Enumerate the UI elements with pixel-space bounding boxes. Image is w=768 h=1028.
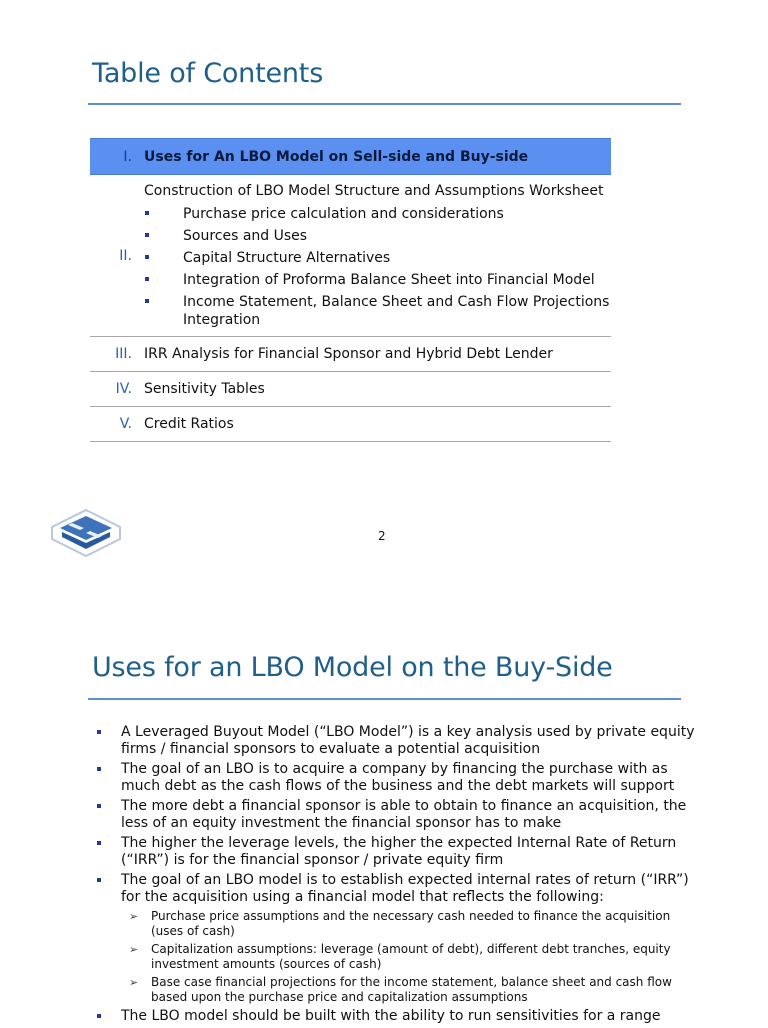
toc-sub-item [144,227,611,245]
toc-number: I. [123,148,132,165]
square-bullet-icon [97,730,101,734]
title-rule [88,103,681,105]
toc-entry: Uses for An LBO Model on Sell-side and Buy-side [144,148,529,165]
sub-bullet-text: Capitalization assumptions: leverage (amount of debt), different debt tranches, equity investment amounts (sources of cash) [151,942,671,971]
buy-side-title: Uses for an LBO Model on the Buy-Side [92,652,613,683]
square-bullet-icon [145,255,149,259]
square-bullet-icon [97,804,101,808]
bullet-text: A Leveraged Buyout Model (“LBO Model”) is a key analysis used by private equity firms / financial sponsors to evaluate a potential acquisition [121,724,695,757]
square-bullet-icon [97,767,101,771]
toc-sub-item [144,249,611,267]
toc-row-4[interactable] [90,372,611,407]
toc-number: III. [115,346,132,362]
arrow-bullet-icon: ➢ [129,910,139,923]
toc-sub-item [144,205,611,223]
toc-entry: Sensitivity Tables [144,381,265,397]
square-bullet-icon [97,878,101,882]
sub-bullet-list [121,909,695,1005]
sub-bullet-item [121,975,695,1005]
bullet-item [95,872,695,1005]
toc-row-3[interactable] [90,337,611,372]
toc-number: IV. [115,381,132,397]
arrow-bullet-icon: ➢ [129,976,139,989]
square-bullet-icon [145,211,149,215]
bullet-text: The goal of an LBO model is to establish expected internal rates of return (“IRR”) for the acquisition using a financial model that reflects the following: [121,872,689,905]
toc-entry: IRR Analysis for Financial Sponsor and Hybrid Debt Lender [144,346,553,362]
bullet-item [95,798,695,832]
toc-table [90,138,611,442]
square-bullet-icon [97,1014,101,1018]
bullet-item [95,724,695,758]
title-rule [88,698,681,700]
toc-sub-text: Income Statement, Balance Sheet and Cash Flow Projections Integration [183,294,610,328]
toc-sub-text: Integration of Proforma Balance Sheet into Financial Model [183,272,595,288]
sub-bullet-text: Purchase price assumptions and the necessary cash needed to finance the acquisition (uses of cash) [151,909,671,938]
square-bullet-icon [145,299,149,303]
bullet-item [95,835,695,869]
bullet-text: The goal of an LBO is to acquire a company by financing the purchase with as much debt as the cash flows of the business and the debt markets will support [121,761,675,794]
bullet-text: The more debt a financial sponsor is able to obtain to finance an acquisition, the less of an equity investment the financial sponsor has to make [121,798,687,831]
buy-side-bullets [95,724,695,1028]
toc-sub-item [144,293,611,329]
toc-number: II. [119,248,132,264]
toc-row-2[interactable] [90,175,611,337]
page-number: 2 [378,529,386,543]
bullet-text: The higher the leverage levels, the higher the expected Internal Rate of Return (“IRR”) is for the financial sponsor / private equity firm [121,835,677,868]
sub-bullet-text: Base case financial projections for the income statement, balance sheet and cash flow based upon the purchase price and capitalization assumptions [151,975,672,1004]
bullet-item [95,1008,695,1025]
toc-entry: Credit Ratios [144,416,234,432]
toc-entry: Construction of LBO Model Structure and Assumptions Worksheet [144,183,604,199]
bullet-item [95,761,695,795]
toc-number: V. [119,416,132,432]
sub-bullet-item [121,942,695,972]
toc-sub-item [144,271,611,289]
arrow-bullet-icon: ➢ [129,943,139,956]
toc-sub-text: Capital Structure Alternatives [183,250,391,266]
square-bullet-icon [97,841,101,845]
toc-section-block [144,179,611,333]
sub-bullet-item [121,909,695,939]
toc-title: Table of Contents [92,58,324,89]
toc-sub-list [144,205,611,329]
bullet-text: The LBO model should be built with the ability to run sensitivities for a range [121,1008,661,1024]
company-logo-icon [50,508,122,558]
square-bullet-icon [145,277,149,281]
toc-sub-text: Purchase price calculation and considerations [183,206,504,222]
toc-sub-text: Sources and Uses [183,228,308,244]
toc-row-5[interactable] [90,407,611,442]
toc-row-1[interactable] [90,138,611,175]
square-bullet-icon [145,233,149,237]
